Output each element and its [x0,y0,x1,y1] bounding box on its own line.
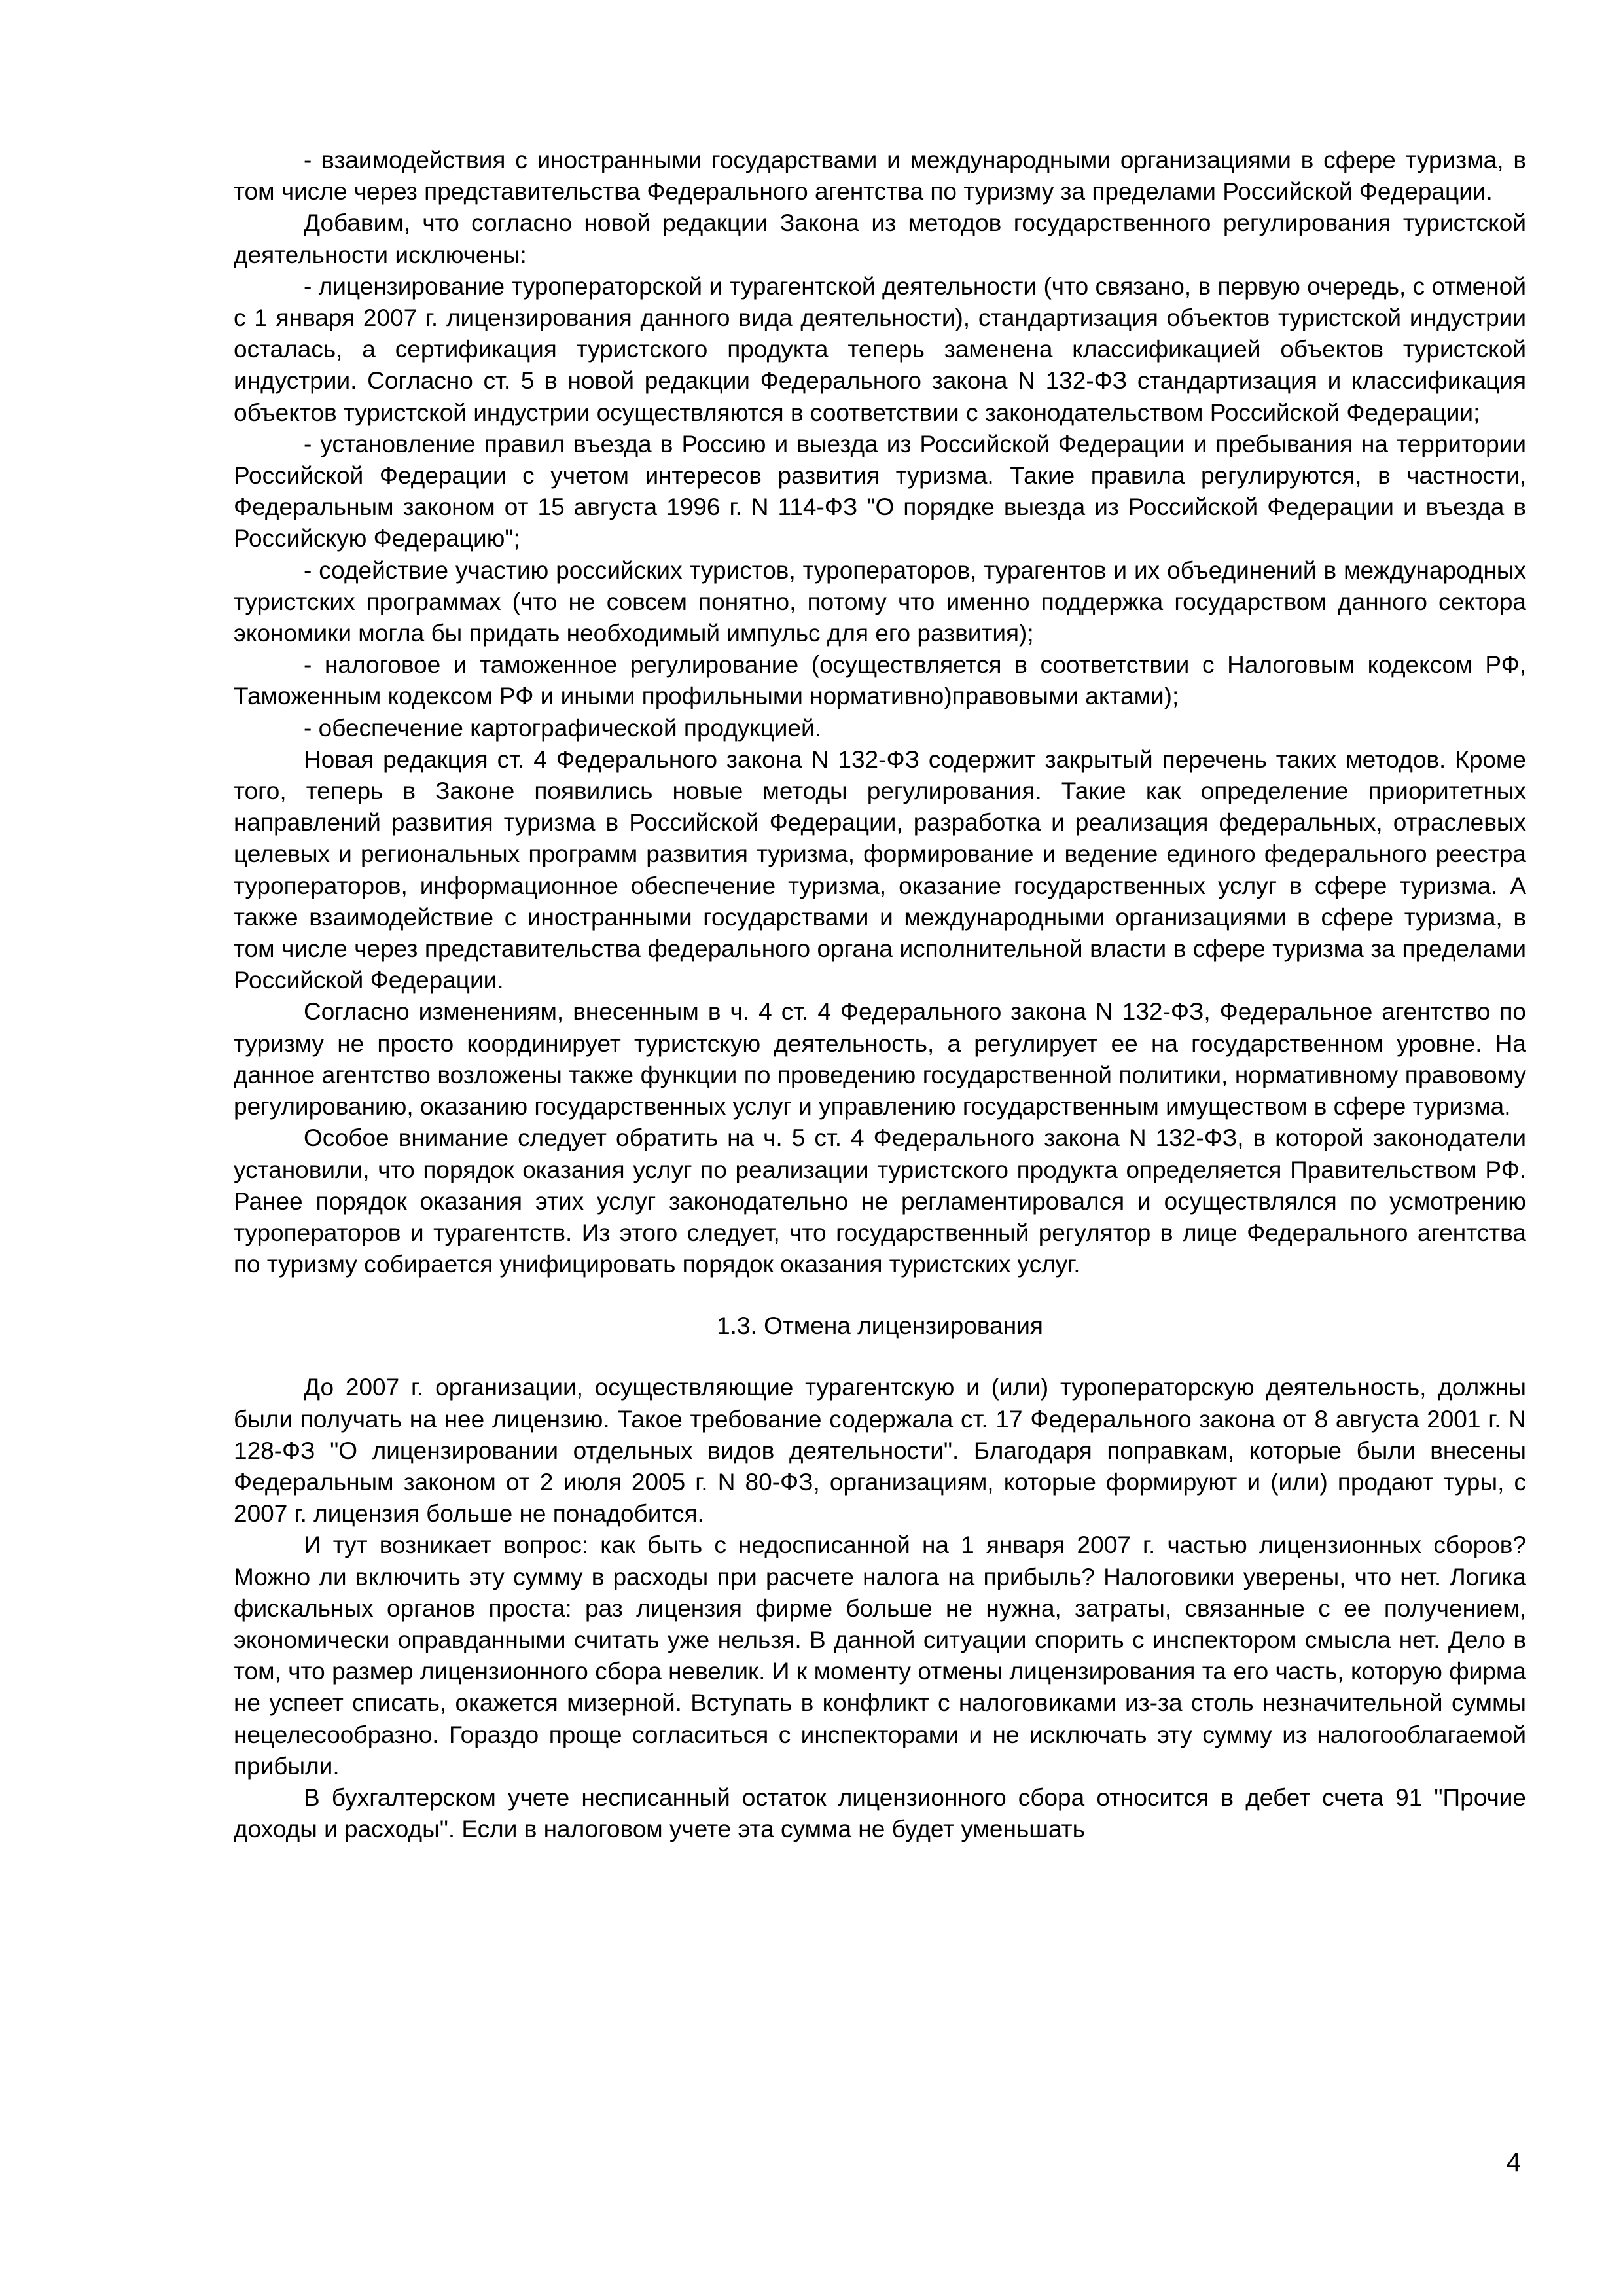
paragraph: Согласно изменениям, внесенным в ч. 4 ст. 4 Федерального закона N 132-ФЗ, Федеральное агентство по туризму не просто координирует туристскую деятельность, а регулирует ее на государственном уровне. На данное агентство возложены также функции по проведению государственной политики, нормативному правовому регулированию, оказанию государственных услуг и управлению государственным имуществом в сфере туризма. [234,998,1526,1121]
list-item: - обеспечение картографической продукцией. [304,714,821,742]
section-heading: 1.3. Отмена лицензирования [717,1312,1043,1340]
document-page [234,145,1526,1845]
page-number: 4 [1506,2148,1521,2177]
paragraph: И тут возникает вопрос: как быть с недосписанной на 1 января 2007 г. частью лицензионных сборов? Можно ли включить эту сумму в расходы при расчете налога на прибыль? Налоговики уверены, что нет. Логика фискальных органов проста: раз лицензия фирме больше не нужна, затраты, связанные с ее получением, экономически оправданными считать уже нельзя. В данной ситуации спорить с инспектором смысла нет. Дело в том, что размер лицензионного сбора невелик. И к моменту отмены лицензирования та его часть, которую фирма не успеет списать, окажется мизерной. Вступать в конфликт с налоговиками из-за столь незначительной суммы нецелесообразно. Гораздо проще согласиться с инспекторами и не исключать эту сумму из налогооблагаемой прибыли. [234,1532,1526,1780]
paragraph: Особое внимание следует обратить на ч. 5 ст. 4 Федерального закона N 132-ФЗ, в которой законодатели установили, что порядок оказания услуг по реализации туристского продукта определяется Правительством РФ. Ранее порядок оказания этих услуг законодательно не регламентировался и осуществлялся по усмотрению туроператоров и турагентств. Из этого следует, что государственный регулятор в лице Федерального агентства по туризму собирается унифицировать порядок оказания туристских услуг. [234,1124,1526,1278]
paragraph-continuation: - взаимодействия с иностранными государствами и международными организациями в сфере туризма, в том числе через представительства Федерального агентства по туризму за пределами Российской Федерации. [234,147,1526,206]
paragraph: Новая редакция ст. 4 Федерального закона N 132-ФЗ содержит закрытый перечень таких методов. Кроме того, теперь в Законе появились новые методы регулирования. Такие как определение приоритетных направлений развития туризма в Российской Федерации, разработка и реализация федеральных, отраслевых целевых и региональных программ развития туризма, формирование и ведение единого федерального реестра туроператоров, информационное обеспечение туризма, оказание государственных услуг в сфере туризма. А также взаимодействие с иностранными государствами и международными организациями в сфере туризма, в том числе через представительства федерального органа исполнительной власти в сфере туризма за пределами Российской Федерации. [234,745,1526,994]
list-item: - лицензирование туроператорской и турагентской деятельности (что связано, в первую очередь, с отменой с 1 января 2007 г. лицензирования данного вида деятельности), стандартизация объектов туристской индустрии осталась, а сертификация туристского продукта теперь заменена классификацией объектов туристской индустрии. Согласно ст. 5 в новой редакции Федерального закона N 132-ФЗ стандартизация и классификация объектов туристской индустрии осуществляются в соответствии с законодательством Российской Федерации; [234,272,1526,426]
list-item: - налоговое и таможенное регулирование (осуществляется в соответствии с Налоговым кодексом РФ, Таможенным кодексом РФ и иными профильными нормативно)правовыми актами); [234,651,1526,710]
paragraph: Добавим, что согласно новой редакции Закона из методов государственного регулирования туристской деятельности исключены: [234,209,1526,268]
list-item: - содействие участию российских туристов, туроператоров, турагентов и их объединений в международных туристских программах (что не совсем понятно, потому что именно поддержка государством данного сектора экономики могла бы придать необходимый импульс для его развития); [234,556,1526,647]
list-item: - установление правил въезда в Россию и выезда из Российской Федерации и пребывания на территории Российской Федерации с учетом интересов развития туризма. Такие правила регулируются, в частности, Федеральным законом от 15 августа 1996 г. N 114-ФЗ "О порядке выезда из Российской Федерации и въезда в Российскую Федерацию"; [234,430,1526,552]
paragraph: До 2007 г. организации, осуществляющие турагентскую и (или) туроператорскую деятельность, должны были получать на нее лицензию. Такое требование содержала ст. 17 Федерального закона от 8 августа 2001 г. N 128-ФЗ "О лицензировании отдельных видов деятельности". Благодаря поправкам, которые были внесены Федеральным законом от 2 июля 2005 г. N 80-ФЗ, организациям, которые формируют и (или) продают туры, с 2007 г. лицензия больше не понадобится. [234,1374,1526,1528]
paragraph: В бухгалтерском учете несписанный остаток лицензионного сбора относится в дебет счета 91 "Прочие доходы и расходы". Если в налоговом учете эта сумма не будет уменьшать [234,1784,1526,1843]
